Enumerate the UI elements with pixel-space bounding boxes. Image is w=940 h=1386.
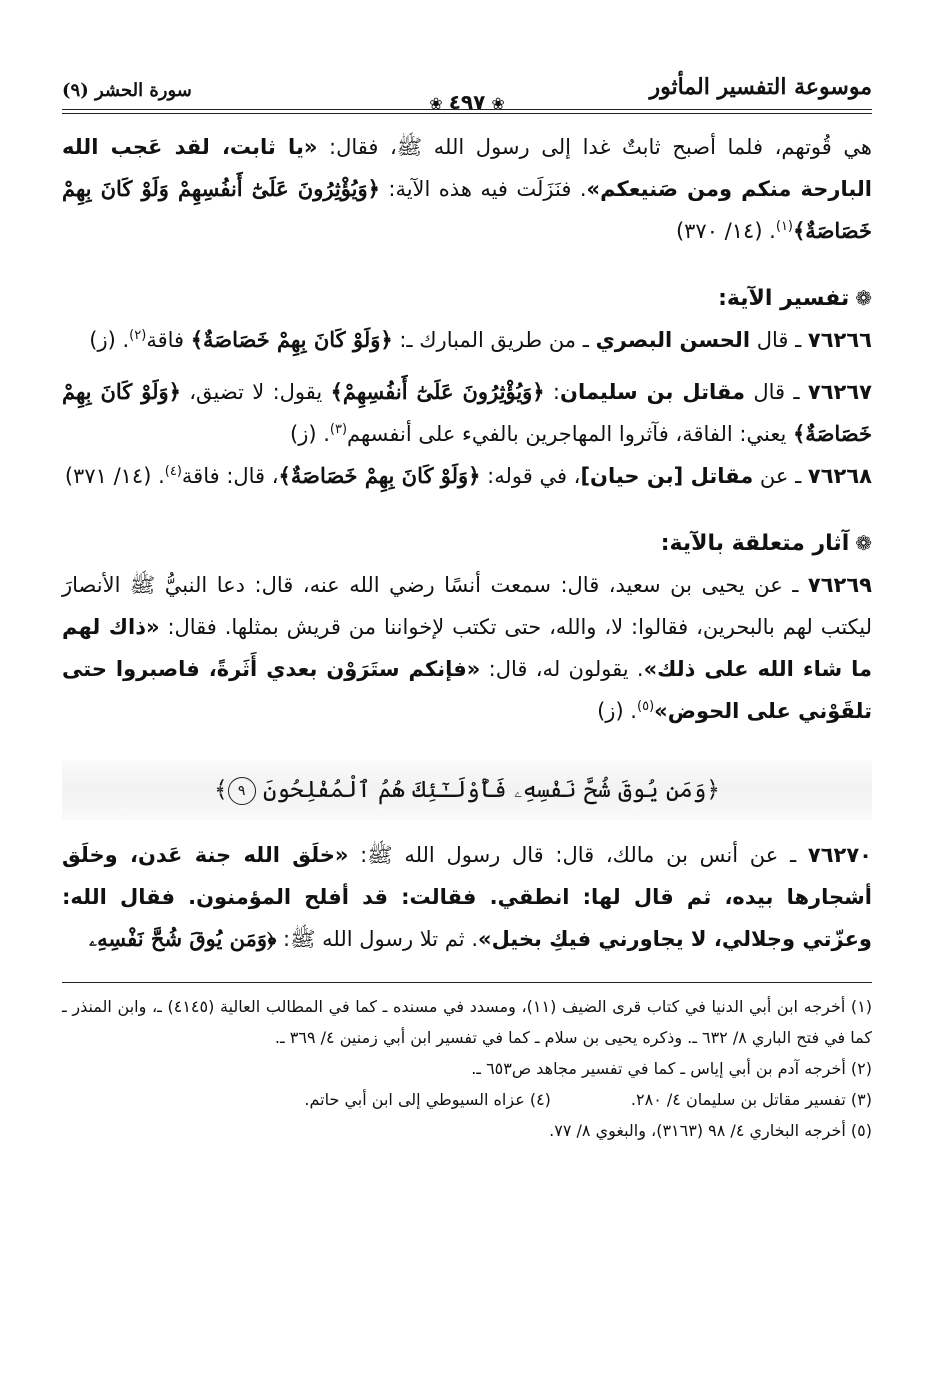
- ornament-icon: ❀: [429, 94, 443, 113]
- entry-76266: ٧٦٢٦٦ ـ قال الحسن البصري ـ من طريق المبارك ـ: ﴿وَلَوْ كَانَ بِهِمْ خَصَاصَةٌ﴾ فاقة$^{(٢)}$. (ز): [89, 327, 872, 352]
- speaker-name: مقاتل [بن حيان]: [580, 464, 754, 488]
- footnote-ref: (٤): [164, 464, 182, 479]
- footnotes: [62, 991, 872, 1146]
- page: [62, 64, 872, 1334]
- entry-76267: ٧٦٢٦٧ ـ قال مقاتل بن سليمان: ﴿وَيُؤْثِرُونَ عَلَىٰٓ أَنفُسِهِمْ﴾ يقول: لا تضيق، ﴿وَلَوْ كَانَ بِهِمْ خَصَاصَةٌ﴾ يعني: الفاقة، فآثروا المهاجرين بالفيء على أنفسهم$^{(٣)}$. (ز): [62, 379, 872, 446]
- section-heading-tafsir: ❁تفسير الآية:: [718, 286, 872, 311]
- header-rule: [62, 109, 872, 110]
- intro-paragraph: هي قُوتهم، فلما أصبح ثابتٌ غدا إلى رسول الله ﷺ، فقال: «يا ثابت، لقد عَجب الله البارحة منكم ومن صَنيعكم». فنَزَلَت فيه هذه الآية: ﴿وَيُؤْثِرُونَ عَلَىٰٓ أَنفُسِهِمْ وَلَوْ كَانَ بِهِمْ خَصَاصَةٌ﴾$^{(١)}$. (١٤/ ٣٧٠): [62, 135, 872, 243]
- entry-76270: ٧٦٢٧٠ ـ عن أنس بن مالك، قال: قال رسول الله ﷺ: «خلَق الله جنة عَدن، وخلَق أشجارها بيده، ثم قال لها: انطقي. فقالت: قد أفلح المؤمنون. فقال الله: وعزّتي وجلالي، لا يجاورني فيكِ بخيل». ثم تلا رسول الله ﷺ: ﴿وَمَن يُوقَ شُحَّ نَفْسِهِۦ: [62, 843, 872, 951]
- hadith-quote: «خلَق الله جنة عَدن، وخلَق أشجارها بيده، ثم قال لها: انطقي. فقالت: قد أفلح المؤمنون. فقال الله: وعزّتي وجلالي، لا يجاورني فيكِ بخيل»: [62, 843, 872, 951]
- footnote-4: (٤) عزاه السيوطي إلى ابن أبي حاتم.: [304, 1090, 551, 1109]
- entry-76268: ٧٦٢٦٨ ـ عن مقاتل [بن حيان]، في قوله: ﴿وَلَوْ كَانَ بِهِمْ خَصَاصَةٌ﴾، قال: فاقة$^{(٤)}$. (١٤/ ٣٧١): [64, 463, 872, 488]
- flower-icon: ❁: [855, 531, 872, 555]
- footnote-2: (٢) أخرجه آدم بن أبي إياس ـ كما في تفسير مجاهد ص٦٥٣ ـ.: [471, 1059, 872, 1078]
- entry-number: ٧٦٢٦٩: [807, 573, 872, 597]
- volume-ref: . (١٤/ ٣٧٠): [675, 219, 776, 243]
- footnote-5: (٥) أخرجه البخاري ٤/ ٩٨ (٣١٦٣)، والبغوي ٨/ ٧٧.: [549, 1121, 872, 1140]
- footnote-ref: (١): [775, 219, 793, 234]
- ayah-number-icon: ٩: [228, 777, 256, 805]
- banner-verse-text: ﴿وَمَن يُوقَ شُحَّ نَفْسِهِۦ فَأُوْلَـٰٓئِكَ هُمُ ٱلْمُفْلِحُونَ: [262, 777, 720, 803]
- quran-verse: ﴿وَيُؤْثِرُونَ عَلَىٰٓ أَنفُسِهِمْ وَلَوْ كَانَ بِهِمْ خَصَاصَةٌ﴾: [62, 176, 872, 243]
- surah-name: سورة الحشر (٩): [62, 80, 192, 101]
- footnote-row: [62, 1084, 872, 1115]
- entry-number: ٧٦٢٦٧: [807, 380, 872, 404]
- quran-verse: ﴿وَمَن يُوقَ شُحَّ نَفْسِهِۦ: [89, 926, 277, 951]
- hadith-quote: «ذاك لهم ما شاء الله على ذلك»: [62, 615, 872, 681]
- entry-number: ٧٦٢٦٦: [807, 328, 872, 352]
- footnote-ref: (٢): [129, 328, 147, 343]
- header-rule: [62, 113, 872, 114]
- footnote-1: (١) أخرجه ابن أبي الدنيا في كتاب قرى الضيف (١١)، ومسدد في مسنده ـ كما في المطالب العالية (٤١٤٥) ـ، وابن المنذر ـ كما في فتح الباري ٨/ ٦٣٢ ـ. وذكره يحيى بن سلام ـ كما في تفسير ابن أبي زمنين ٤/ ٣٦٩ ـ.: [62, 997, 873, 1047]
- quran-verse: ﴿وَلَوْ كَانَ بِهِمْ خَصَاصَةٌ﴾: [190, 327, 393, 352]
- page-number-block: [423, 90, 510, 114]
- entry-number: ٧٦٢٧٠: [807, 843, 872, 867]
- entry-76269: ٧٦٢٦٩ ـ عن يحيى بن سعيد، قال: سمعت أنسًا رضي الله عنه، قال: دعا النبيُّ ﷺ الأنصارَ ليكتب لهم بالبحرين، فقالوا: لا، والله، حتى تكتب لإخواننا من قريش بمثلها. فقال: «ذاك لهم ما شاء الله على ذلك». يقولون له، قال: «فإنكم ستَرَوْن بعدي أَثَرةً، فاصبروا حتى تلقَوْني على الحوض»$^{(٥)}$. (ز): [62, 573, 872, 723]
- speaker-name: مقاتل بن سليمان: [560, 380, 746, 404]
- ornament-icon: ❀: [491, 94, 505, 113]
- footnote-separator: [62, 982, 872, 983]
- hadith-quote: «يا ثابت، لقد عَجب الله البارحة منكم ومن صَنيعكم»: [62, 135, 872, 201]
- quran-verse: ﴿وَيُؤْثِرُونَ عَلَىٰٓ أَنفُسِهِمْ﴾: [330, 379, 545, 404]
- footnote-ref: (٣): [329, 422, 348, 437]
- quran-verse: ﴿وَلَوْ كَانَ بِهِمْ خَصَاصَةٌ﴾: [62, 379, 872, 446]
- hadith-quote: «فإنكم ستَرَوْن بعدي أَثَرةً، فاصبروا حتى تلقَوْني على الحوض»: [62, 657, 872, 723]
- entry-number: ٧٦٢٦٨: [807, 464, 872, 488]
- quran-verse: ﴿وَلَوْ كَانَ بِهِمْ خَصَاصَةٌ﴾: [278, 463, 481, 488]
- footnote-ref: (٥): [637, 699, 655, 714]
- page-header: [62, 64, 872, 116]
- banner-verse-close: ﴾: [214, 777, 228, 803]
- verse-banner: [62, 760, 872, 820]
- footnote-3: (٣) تفسير مقاتل بن سليمان ٤/ ٢٨٠.: [630, 1090, 872, 1109]
- book-title: موسوعة التفسير المأثور: [649, 74, 872, 100]
- page-number: ٤٩٧: [448, 90, 486, 114]
- flower-icon: ❁: [855, 286, 872, 310]
- speaker-name: الحسن البصري: [595, 328, 751, 352]
- section-heading-athar: ❁آثار متعلقة بالآية:: [660, 531, 872, 556]
